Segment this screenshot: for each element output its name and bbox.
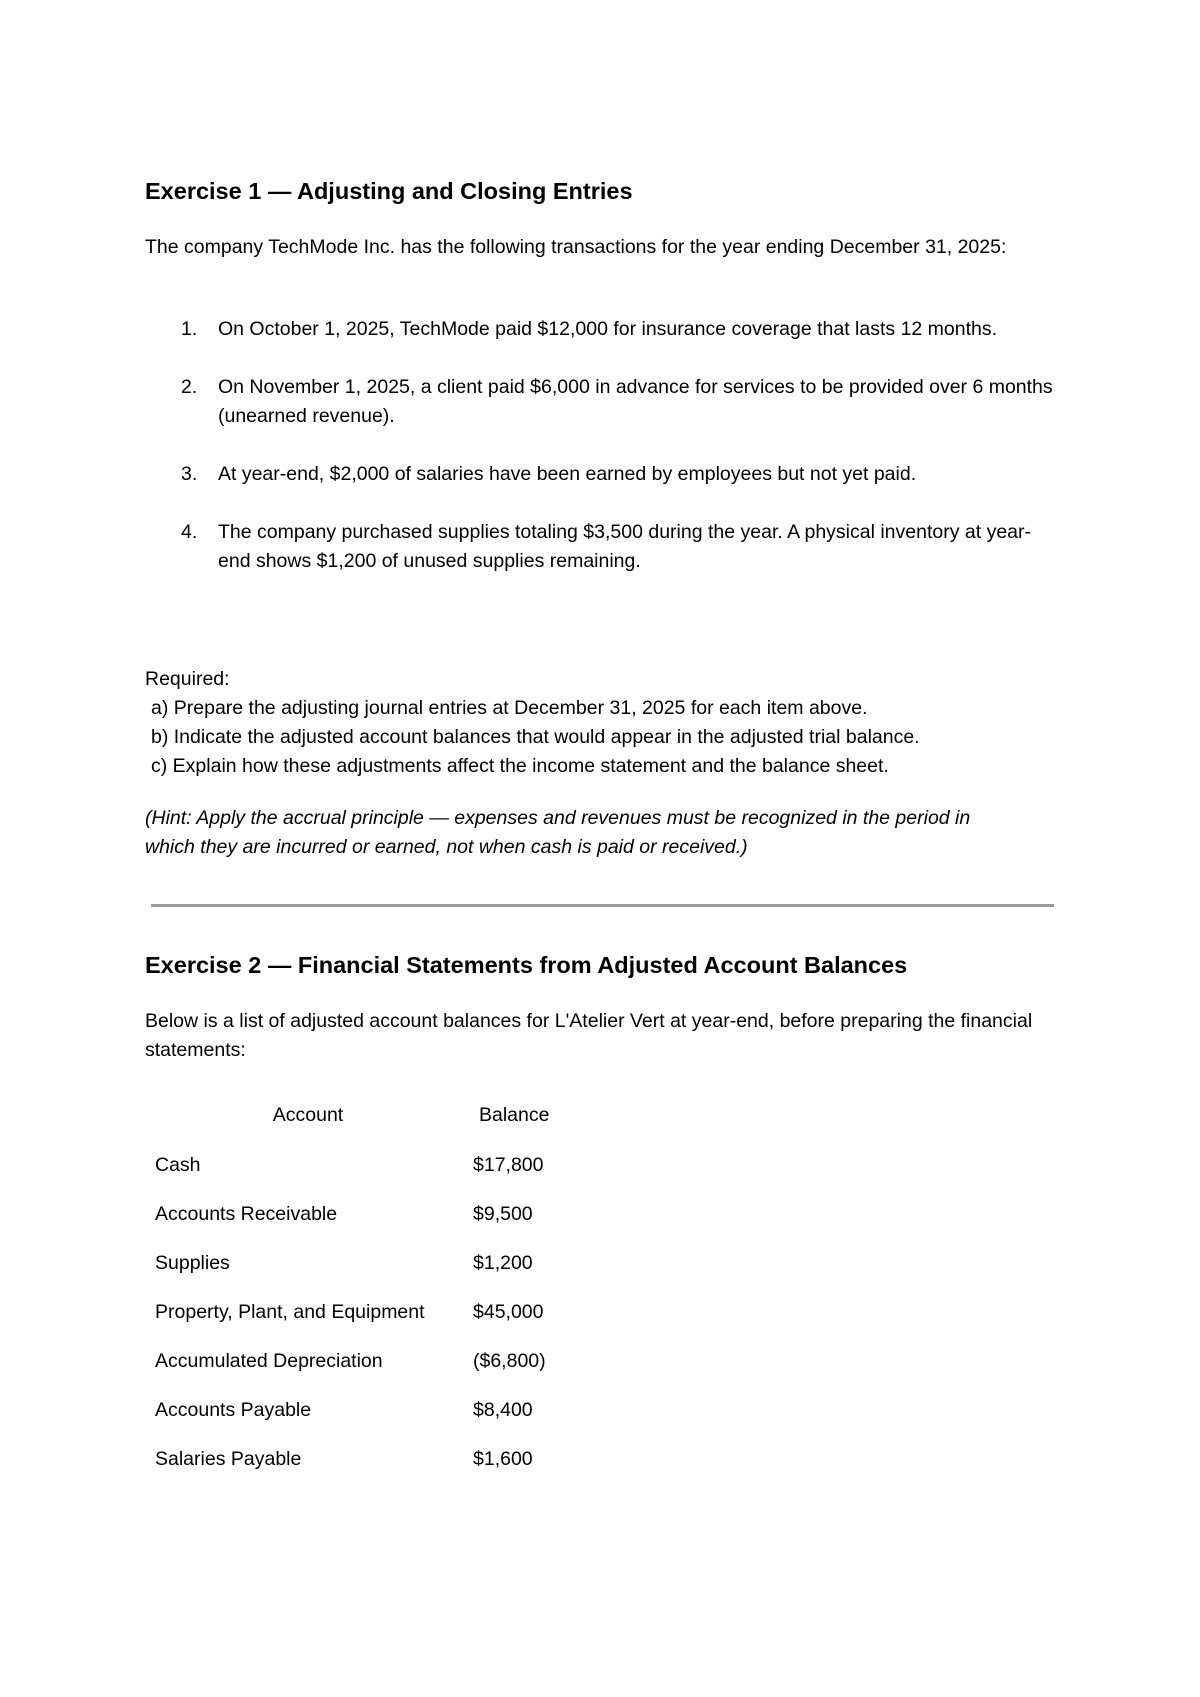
table-row — [145, 1336, 583, 1385]
list-item-text: At year-end, $2,000 of salaries have been earned by employees but not yet paid. — [218, 463, 917, 485]
balance-cell: $17,800 — [473, 1154, 544, 1176]
list-item-text: On November 1, 2025, a client paid $6,000 in advance for services to be provided over 6 months (unearned revenue). — [218, 376, 1053, 427]
list-item-text: The company purchased supplies totaling $3,500 during the year. A physical inventory at year-end shows $1,200 of unused supplies remaining. — [218, 521, 1031, 572]
table-row — [145, 1385, 583, 1434]
exercise1-hint: (Hint: Apply the accrual principle — expenses and revenues must be recognized in the period in which they are incurred or earned, not when cash is paid or received.) — [145, 807, 971, 858]
table-row — [145, 1140, 583, 1189]
required-item-c: c) Explain how these adjustments affect the income statement and the balance sheet. — [151, 755, 889, 777]
list-item — [145, 518, 1055, 576]
list-item-number: 2. — [181, 376, 198, 398]
exercise1-title: Exercise 1 — Adjusting and Closing Entries — [145, 178, 633, 204]
list-item-text: On October 1, 2025, TechMode paid $12,000 for insurance coverage that lasts 12 months. — [218, 318, 998, 340]
list-item-number: 3. — [181, 463, 198, 485]
balance-cell: $45,000 — [473, 1301, 544, 1323]
exercise1-transaction-list — [145, 315, 1055, 605]
exercise1-intro: The company TechMode Inc. has the following transactions for the year ending December 31, 2025: — [145, 236, 1007, 258]
list-item — [145, 373, 1055, 431]
required-heading: Required: — [145, 668, 230, 690]
account-cell: Cash — [155, 1154, 201, 1176]
account-cell: Supplies — [155, 1252, 230, 1274]
account-cell: Property, Plant, and Equipment — [155, 1301, 425, 1323]
table-row — [145, 1189, 583, 1238]
account-cell: Accounts Receivable — [155, 1203, 338, 1225]
balance-cell: $1,600 — [473, 1448, 533, 1470]
table-row — [145, 1238, 583, 1287]
table-row — [145, 1287, 583, 1336]
balance-cell: $8,400 — [473, 1399, 533, 1421]
table-row — [145, 1434, 583, 1483]
balance-cell: ($6,800) — [473, 1350, 546, 1372]
exercise1-required-section — [145, 665, 1055, 781]
column-header-balance: Balance — [479, 1103, 550, 1126]
section-divider — [151, 904, 1054, 907]
list-item — [145, 315, 1055, 344]
balance-cell: $1,200 — [473, 1252, 533, 1274]
list-item-number: 1. — [181, 318, 198, 340]
account-cell: Accumulated Depreciation — [155, 1350, 383, 1372]
balance-cell: $9,500 — [473, 1203, 533, 1225]
exercise2-title: Exercise 2 — Financial Statements from Adjusted Account Balances — [145, 952, 908, 978]
exercise2-intro: Below is a list of adjusted account balances for L'Atelier Vert at year-end, before preparing the financial statements: — [145, 1010, 1033, 1061]
list-item — [145, 460, 1055, 489]
table-header-row — [145, 1090, 583, 1140]
account-balances-table — [145, 1090, 583, 1483]
required-item-b: b) Indicate the adjusted account balances that would appear in the adjusted trial balance. — [151, 726, 920, 748]
list-item-number: 4. — [181, 521, 198, 543]
account-cell: Accounts Payable — [155, 1399, 312, 1421]
required-item-a: a) Prepare the adjusting journal entries at December 31, 2025 for each item above. — [151, 697, 868, 719]
column-header-account: Account — [272, 1103, 344, 1126]
account-cell: Salaries Payable — [155, 1448, 302, 1470]
